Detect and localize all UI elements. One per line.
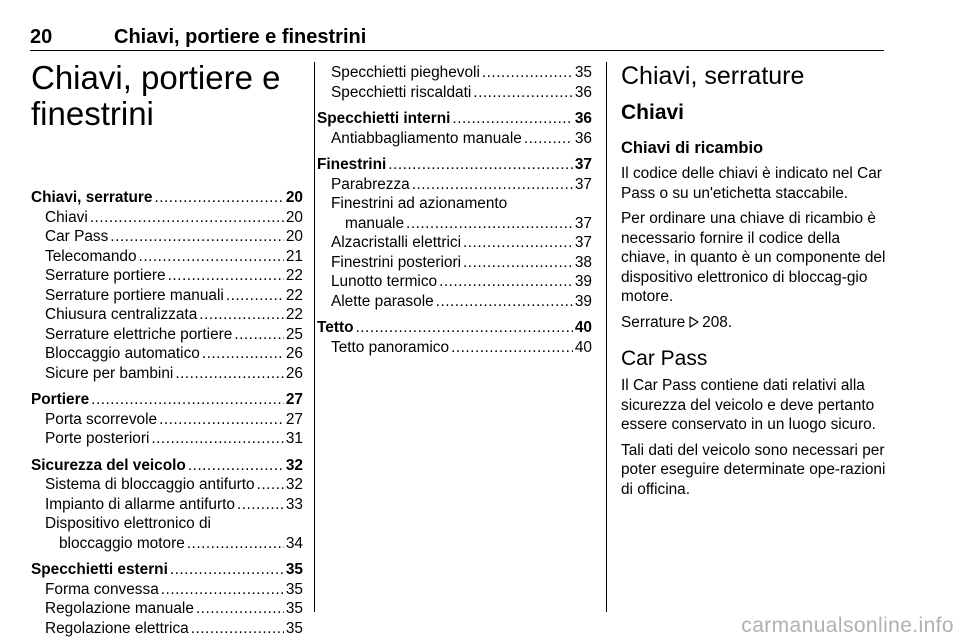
toc-page: 36 (574, 129, 592, 147)
toc-item-label: Serrature portiere (45, 267, 166, 284)
toc-item[interactable] (331, 63, 592, 83)
toc-item[interactable] (31, 429, 303, 449)
toc-section-label: Tetto (317, 319, 354, 336)
toc-item-label: Lunotto termico (331, 273, 438, 290)
toc-page: 35 (285, 580, 303, 598)
toc-section-label: Portiere (31, 391, 90, 408)
toc-section-label: Specchietti esterni (31, 561, 168, 578)
xref-label: Serrature (621, 313, 686, 331)
toc-item-label: Regolazione manuale (45, 600, 194, 617)
toc-column-1 (31, 60, 303, 638)
toc-item[interactable] (31, 364, 303, 384)
toc-item-label: Telecomando (45, 247, 137, 265)
toc-section-label: Finestrini (317, 156, 387, 173)
subsection-heading: Chiavi (621, 101, 685, 124)
toc-item-label: Regolazione elettrica (45, 619, 189, 637)
toc-item-label: Alette parasole (331, 292, 434, 310)
toc-page: 40 (574, 338, 592, 356)
toc-page: 35 (285, 600, 303, 617)
toc-item-label: Specchietti riscaldati (331, 83, 472, 101)
toc-item[interactable] (31, 344, 303, 364)
toc-item[interactable] (31, 410, 303, 430)
subsubsection-heading: Chiavi di ricambio (621, 139, 764, 157)
toc-item[interactable] (31, 495, 303, 515)
toc-item-label: bloccaggio motore (59, 534, 185, 552)
toc-item-label: Alzacristalli elettrici (331, 234, 461, 251)
toc-item-label: Finestrini posteriori (331, 253, 462, 271)
chapter-title: Chiavi, portiere e finestrini (31, 59, 281, 132)
toc-item-label: Parabrezza (331, 175, 410, 193)
toc-page: 36 (574, 83, 592, 101)
toc-page: 21 (285, 247, 303, 265)
toc-item[interactable] (31, 305, 303, 325)
toc-item-label: Antiabbagliamento manuale (331, 129, 522, 147)
toc-page: 37 (574, 234, 592, 251)
paragraph: Per ordinare una chiave di ricambio è necessario fornire il codice della chiave, in quanto è un componente del dispositivo elettronico di bloccag-gio motore. (621, 210, 886, 305)
toc-section[interactable] (31, 456, 303, 476)
toc-item-label: Tetto panoramico (331, 338, 450, 356)
paragraph: Tali dati del veicolo sono necessari per poter eseguire determinate ope-razioni di officina. (621, 441, 886, 498)
paragraph: Il codice delle chiavi è indicato nel Car Pass o su un'etichetta staccabile. (621, 165, 882, 202)
toc-section[interactable] (317, 109, 592, 129)
toc-item[interactable] (331, 253, 592, 273)
toc-column-2 (317, 63, 592, 357)
toc-item-label: Sistema di bloccaggio antifurto (45, 476, 255, 493)
toc-item[interactable] (31, 286, 303, 306)
arrow-right-icon (688, 316, 700, 328)
toc-item[interactable] (31, 325, 303, 345)
toc-item-label: Sicure per bambini (45, 364, 174, 382)
toc-item-label: Forma convessa (45, 580, 159, 598)
toc-item[interactable] (331, 272, 592, 292)
toc-section[interactable] (317, 318, 592, 338)
section-heading: Chiavi, serrature (621, 62, 805, 90)
paragraph: Il Car Pass contiene dati relativi alla sicurezza del veicolo e deve pertanto essere conservato in un luogo sicuro. (621, 377, 876, 433)
toc-section[interactable] (31, 390, 303, 410)
toc-page: 31 (285, 430, 303, 447)
toc-page: 20 (285, 208, 303, 226)
toc-item[interactable] (31, 266, 303, 286)
toc-page: 33 (285, 495, 303, 513)
toc-section[interactable] (317, 155, 592, 175)
toc-item-label: Dispositivo elettronico di (45, 515, 211, 532)
toc-page: 20 (285, 189, 303, 206)
toc-page: 35 (285, 561, 303, 578)
toc-page: 37 (574, 214, 592, 232)
toc-page: 37 (574, 175, 592, 193)
column-divider (606, 62, 607, 612)
toc-item-label: Porte posteriori (45, 430, 150, 447)
section-heading: Car Pass (621, 347, 708, 370)
toc-item[interactable] (331, 338, 592, 358)
content-column (621, 62, 887, 505)
toc-page: 25 (285, 325, 303, 343)
toc-item[interactable] (31, 580, 303, 600)
toc-section-label: Specchietti interni (317, 110, 451, 127)
toc-section[interactable] (31, 560, 303, 580)
toc-item-label: Chiusura centralizzata (45, 306, 198, 323)
toc-section-label: Sicurezza del veicolo (31, 456, 186, 474)
toc-page: 38 (574, 253, 592, 271)
toc-page: 26 (285, 345, 303, 362)
toc-item[interactable] (331, 83, 592, 103)
toc-page: 35 (574, 64, 592, 81)
toc-page: 27 (285, 410, 303, 428)
toc-page: 20 (285, 228, 303, 245)
page-number: 20 (30, 26, 53, 48)
toc-item[interactable] (31, 475, 303, 495)
toc-item[interactable] (331, 292, 592, 312)
page-header (30, 20, 884, 51)
toc-page: 36 (574, 110, 592, 127)
toc-page: 22 (285, 306, 303, 323)
toc-page: 22 (285, 286, 303, 304)
toc-item[interactable] (31, 208, 303, 228)
toc-item[interactable] (31, 534, 303, 554)
toc-item-label: Bloccaggio automatico (45, 345, 200, 362)
toc-item[interactable] (331, 129, 592, 149)
column-divider (314, 62, 315, 612)
toc-page: 37 (574, 156, 592, 173)
cross-reference[interactable] (621, 313, 887, 333)
toc-section-label: Chiavi, serrature (31, 189, 153, 206)
toc-item-label: Serrature portiere manuali (45, 286, 224, 304)
toc-page: 39 (574, 292, 592, 310)
toc-item[interactable] (31, 227, 303, 247)
toc-item-label: Chiavi (45, 208, 88, 226)
toc-page: 39 (574, 273, 592, 290)
toc-page: 32 (285, 456, 303, 474)
toc-item-label: Serrature elettriche portiere (45, 325, 233, 343)
toc-item-label: Porta scorrevole (45, 410, 158, 428)
toc-page: 35 (285, 619, 303, 637)
running-title: Chiavi, portiere e finestrini (114, 26, 367, 48)
toc-section[interactable] (31, 188, 303, 208)
toc-item-label: Finestrini ad azionamento (331, 195, 508, 212)
toc-page: 26 (285, 364, 303, 382)
toc-item-label: Specchietti pieghevoli (331, 64, 480, 81)
toc-page: 34 (285, 534, 303, 552)
toc-item-label: Impianto di allarme antifurto (45, 495, 235, 513)
xref-page: 208. (702, 313, 733, 331)
toc-page: 27 (285, 391, 303, 408)
toc-item[interactable] (31, 599, 303, 619)
toc-item[interactable] (331, 175, 592, 195)
toc-page: 22 (285, 267, 303, 284)
toc-item[interactable] (31, 619, 303, 639)
toc-page: 32 (285, 476, 303, 493)
toc-item[interactable] (331, 214, 592, 234)
watermark: carmanualsonline.info (741, 614, 954, 637)
toc-item-label: manuale (345, 214, 405, 232)
toc-item[interactable] (31, 247, 303, 267)
toc-item-label: Car Pass (45, 228, 109, 245)
toc-page: 40 (574, 319, 592, 336)
toc-item[interactable] (331, 233, 592, 253)
